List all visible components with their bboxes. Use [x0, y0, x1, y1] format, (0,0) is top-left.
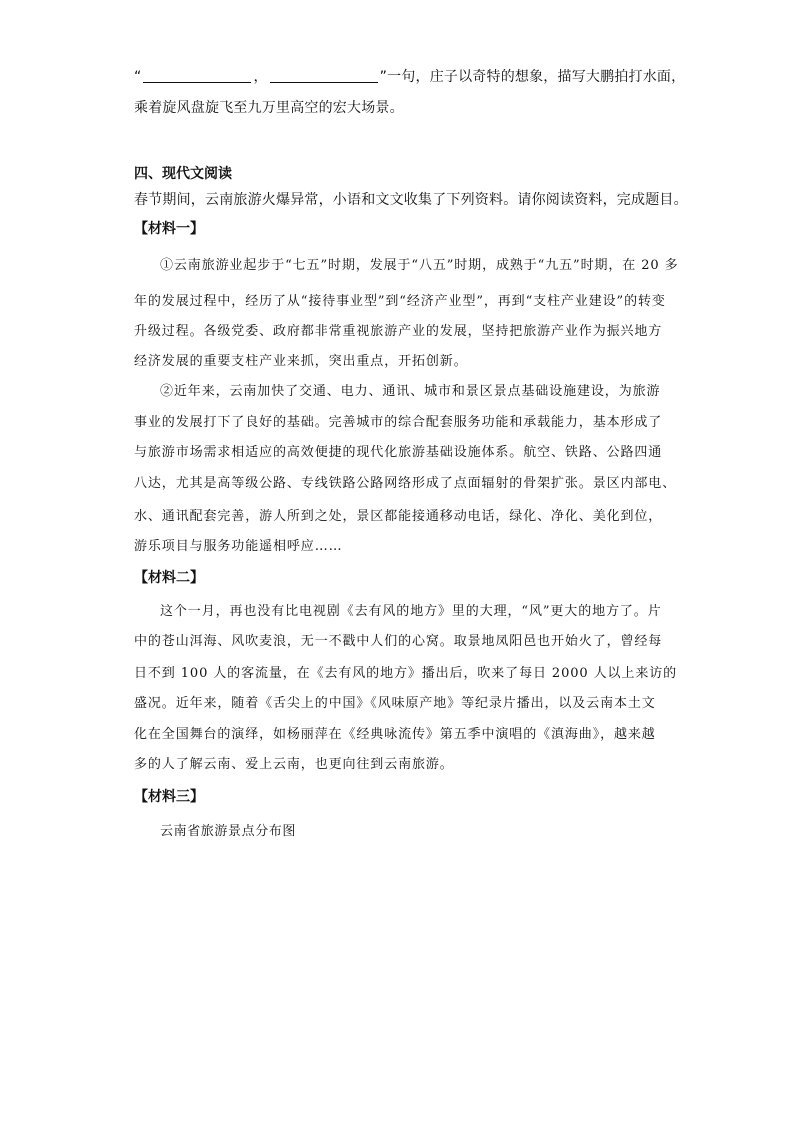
material1-line: 事业的发展打下了良好的基础。完善城市的综合配套服务功能和承载能力，基本形成了 [134, 415, 663, 430]
q3-line-2: 乘着旋风盘旋飞至九万里高空的宏大场景。 [134, 100, 404, 116]
material1-line: 经济发展的重要支柱产业来抓，突出重点，开拓创新。 [134, 354, 468, 369]
material2-label: 【材料二】 [134, 570, 204, 586]
material2-line: 盛况。近年来，随着《舌尖上的中国》《风味原产地》等纪录片播出，以及云南本土文 [134, 696, 656, 711]
material1-line: 游乐项目与服务功能遥相呼应…… [134, 539, 343, 554]
section-intro: 春节期间，云南旅游火爆异常，小语和文文收集了下列资料。请你阅读资料，完成题目。 [134, 192, 688, 208]
material1-line: 升级过程。各级党委、政府都非常重视旅游产业的发展，坚持把旅游产业作为振兴地方 [134, 324, 663, 339]
material1-line: 水、通讯配套完善，游人所到之处，景区都能接通移动电话，绿化、净化、美化到位， [134, 509, 663, 524]
material1-line: 年的发展过程中，经历了从“接待事业型”到“经济产业型”，再到“支柱产业建设”的转变 [134, 294, 666, 309]
material1-line: 与旅游市场需求相适应的高效便捷的现代化旅游基础设施体系。航空、铁路、公路四通 [134, 445, 663, 460]
q3-tail-text: ”一句，庄子以奇特的想象，描写大鹏拍打水面， [379, 69, 686, 85]
section-title: 四、现代文阅读 [134, 166, 232, 182]
material1-line: 八达，尤其是高等级公路、专线铁路公路网络形成了点面辐射的骨架扩张。景区内部电、 [134, 476, 677, 491]
comma: ， [253, 69, 268, 85]
material2-line: 日不到 100 人的客流量，在《去有风的地方》播出后，吹来了每日 2000 人以上来访的 [134, 666, 678, 681]
open-quote: “ [134, 69, 142, 85]
material2-line: 这个一月，再也没有比电视剧《去有风的地方》里的大理，“风”更大的地方了。片 [160, 604, 662, 619]
answer-blank-2[interactable] [270, 68, 378, 83]
material1-label: 【材料一】 [134, 221, 204, 237]
material3-label: 【材料三】 [134, 789, 204, 805]
material2-line: 多的人了解云南、爱上云南，也更向往到云南旅游。 [134, 757, 454, 772]
material1-line: ①云南旅游业起步于“七五”时期，发展于“八五”时期，成熟于“九五”时期，在 20 多 [160, 258, 679, 273]
figure-caption: 云南省旅游景点分布图 [160, 824, 297, 839]
material1-line: ②近年来，云南加快了交通、电力、通讯、城市和景区景点基础设施建设，为旅游 [160, 384, 661, 399]
q3-blank-line [134, 66, 685, 86]
answer-blank-1[interactable] [143, 68, 251, 83]
material2-line: 化在全国舞台的演绎，如杨丽萍在《经典咏流传》第五季中演唱的《滇海曲》，越来越 [134, 727, 656, 742]
material2-line: 中的苍山洱海、风吹麦浪，无一不戳中人们的心窝。取景地凤阳邑也开始火了，曾经每 [134, 634, 663, 649]
